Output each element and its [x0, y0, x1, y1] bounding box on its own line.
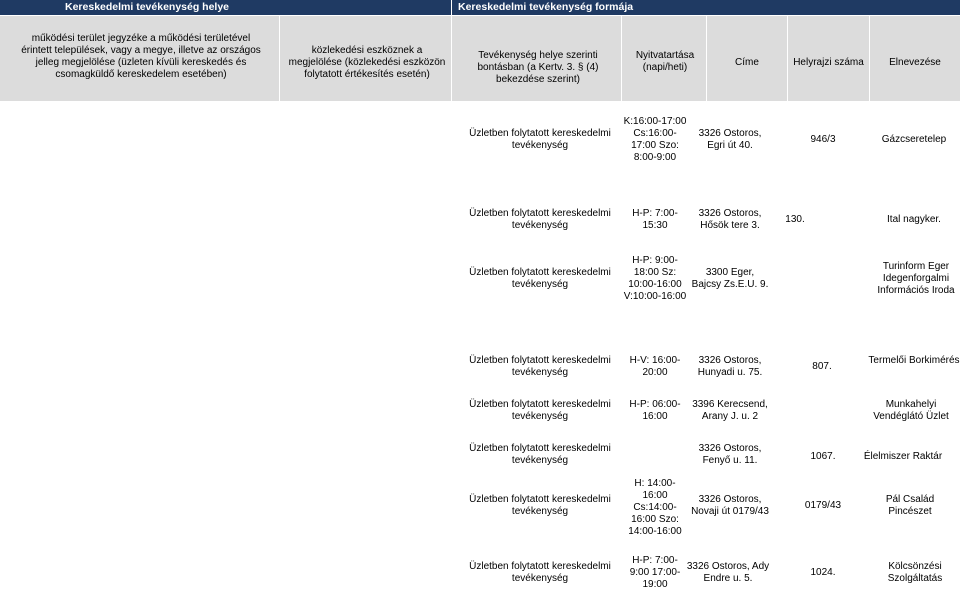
row-1-hours: K:16:00-17:00 Cs:16:00-17:00 Szo: 8:00-9:00: [623, 116, 687, 163]
row-7-address: 3326 Ostoros, Novaji út 0179/43: [691, 494, 769, 517]
row-6-name: Élelmiszer Raktár: [863, 451, 943, 462]
row-8-activity: Üzletben folytatott kereskedelmi tevékenység: [469, 561, 611, 584]
row-2-lot: 130.: [785, 214, 805, 225]
row-1-name: Gázcseretelep: [881, 134, 947, 145]
row-3-activity: Üzletben folytatott kereskedelmi tevékenység: [469, 267, 611, 290]
column-header-helyrajzi-szam: Helyrajzi száma: [793, 57, 864, 68]
row-7-lot: 0179/43: [804, 500, 842, 511]
column-header-mukodesi-terulet: működési terület jegyzéke a működési területével érintett települések, vagy a megye, illetve az országos jelleg megjelölése (üzleten kívüli kereskedés és csomagküldő kereskedelem esetében): [21, 33, 261, 80]
header-kereskedelmi-formaja: Kereskedelmi tevékenység formája: [452, 0, 960, 15]
header-kereskedelmi-helye: Kereskedelmi tevékenység helye: [0, 0, 451, 15]
row-4-name: Termelői Borkimérés: [868, 355, 960, 366]
column-header-elnevezese: Elnevezése: [889, 57, 941, 68]
row-2-name: Ital nagyker.: [887, 214, 941, 225]
row-8-hours: H-P: 7:00-9:00 17:00-19:00: [629, 555, 681, 590]
row-3-hours: H-P: 9:00-18:00 Sz: 10:00-16:00 V:10:00-16:00: [623, 255, 687, 302]
row-8-lot: 1024.: [810, 567, 836, 578]
row-7-hours: H: 14:00-16:00 Cs:14:00-16:00 Szo: 14:00-16:00: [628, 478, 682, 537]
row-7-name: Pál Család Pincészet: [885, 494, 935, 517]
row-1-address: 3326 Ostoros, Egri út 40.: [698, 128, 762, 151]
row-6-address: 3326 Ostoros, Fenyő u. 11.: [698, 443, 762, 466]
column-header-kozlekedesi-eszkoz: közlekedési eszköznek a megjelölése (közlekedési eszközön folytatott értékesítés esetén): [288, 45, 446, 80]
row-5-name: Munkahelyi Vendéglátó Üzlet: [873, 399, 949, 422]
row-2-activity: Üzletben folytatott kereskedelmi tevékenység: [469, 208, 611, 231]
row-1-activity: Üzletben folytatott kereskedelmi tevékenység: [469, 128, 611, 151]
row-4-address: 3326 Ostoros, Hunyadi u. 75.: [697, 355, 763, 378]
row-4-lot: 807.: [812, 361, 832, 372]
row-7-activity: Üzletben folytatott kereskedelmi tevékenység: [469, 494, 611, 517]
row-3-name: Turinform Eger Idegenforgalmi Információs Iroda: [877, 261, 955, 296]
row-4-activity: Üzletben folytatott kereskedelmi tevékenység: [469, 355, 611, 378]
row-5-hours: H-P: 06:00-16:00: [629, 399, 681, 422]
row-5-activity: Üzletben folytatott kereskedelmi tevékenység: [469, 399, 611, 422]
column-header-nyitvatartas: Nyitvatartása (napi/heti): [635, 50, 695, 73]
column-header-cime: Címe: [735, 57, 759, 68]
row-2-address: 3326 Ostoros, Hősök tere 3.: [698, 208, 762, 231]
row-8-name: Kölcsönzési Szolgáltatás: [887, 561, 943, 584]
row-8-address: 3326 Ostoros, Ady Endre u. 5.: [686, 561, 770, 584]
row-2-hours: H-P: 7:00-15:30: [632, 208, 678, 231]
row-4-hours: H-V: 16:00-20:00: [629, 355, 681, 378]
row-5-address: 3396 Kerecsend, Arany J. u. 2: [692, 399, 768, 422]
row-1-lot: 946/3: [810, 134, 836, 145]
row-6-activity: Üzletben folytatott kereskedelmi tevékenység: [469, 443, 611, 466]
row-3-address: 3300 Eger, Bajcsy Zs.E.U. 9.: [691, 267, 769, 290]
column-header-tevekenyseg-helye: Tevékenység helye szerinti bontásban (a Kertv. 3. § (4) bekezdése szerint): [477, 50, 599, 85]
row-6-lot: 1067.: [810, 451, 836, 462]
